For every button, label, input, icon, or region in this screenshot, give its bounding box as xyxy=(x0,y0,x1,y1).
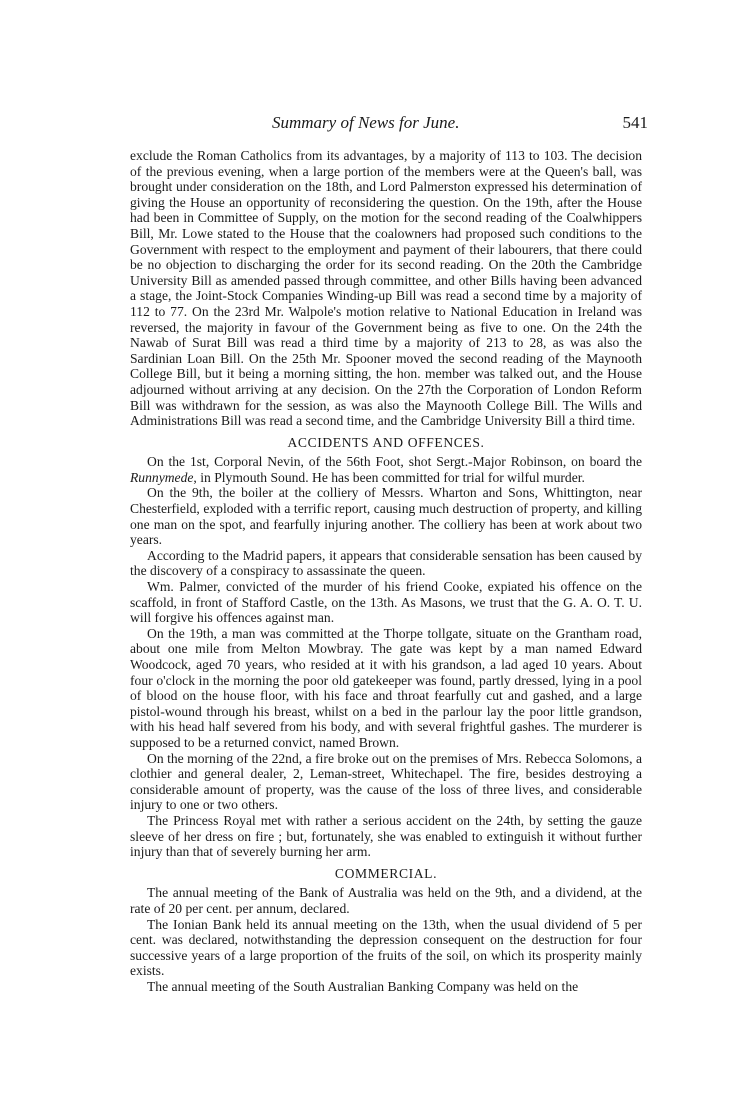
accident-paragraph-3: According to the Madrid papers, it appears that considerable sensation has been caused by the discovery of a conspiracy to assassinate the queen. xyxy=(130,547,642,579)
running-head xyxy=(128,113,648,137)
accident-paragraph-4: Wm. Palmer, convicted of the murder of his friend Cooke, expiated his offence on the scaffold, in front of Stafford Castle, on the 13th. As Masons, we trust that the G. A. O. T. U. will forgive his offences against man. xyxy=(130,579,642,626)
accident-p1-after: , in Plymouth Sound. He has been committed for trial for wilful murder. xyxy=(193,469,585,485)
accident-paragraph-6: On the morning of the 22nd, a fire broke out on the premises of Mrs. Rebecca Solomons, a clothier and general dealer, 2, Leman-street, Whitechapel. The fire, besides destroying a considerable amount of property, was the cause of the loss of three lives, and considerable injury to one or two others. xyxy=(130,750,642,813)
ship-name: Runnymede xyxy=(130,469,194,485)
commercial-paragraph-2: The Ionian Bank held its annual meeting on the 13th, when the usual dividend of 5 per cent. was declared, notwithstanding the depression consequent on the destruction for four successive years of a large proportion of the fruits of the soil, on which its prosperity mainly exists. xyxy=(130,916,642,979)
article-body xyxy=(130,148,642,994)
accident-paragraph-5: On the 19th, a man was committed at the Thorpe tollgate, situate on the Grantham road, about one mile from Melton Mowbray. The gate was kept by a man named Edward Woodcock, aged 70 years, who resided at it with his grandson, a lad aged 10 years. About four o'clock in the morning the poor old gatekeeper was found, partly dressed, lying in a pool of blood on the house floor, with his face and throat fearfully cut and gashed, and a large pistol-wound through his breast, whilst on a bed in the parlour lay the poor little grandson, with his head half severed from his body, and with several frightful gashes. The murderer is supposed to be a returned convict, named Brown. xyxy=(130,625,642,750)
accidents-heading: ACCIDENTS AND OFFENCES. xyxy=(287,434,485,450)
accident-paragraph-2: On the 9th, the boiler at the colliery of Messrs. Wharton and Sons, Whittington, near Chesterfield, exploded with a terrific report, causing much destruction of property, and killing one man on the spot, and fearfully injuring another. The colliery has been at work about two years. xyxy=(130,485,642,548)
running-title: Summary of News for June. xyxy=(272,113,460,132)
commercial-heading: COMMERCIAL. xyxy=(334,865,438,881)
accident-paragraph-1 xyxy=(130,454,642,485)
page-number: 541 xyxy=(622,113,648,132)
parliament-paragraph: exclude the Roman Catholics from its advantages, by a majority of 113 to 103. The decision of the previous evening, when a large portion of the members were at the Queen's ball, was brought under consideration on the 18th, and Lord Palmerston expressed his determination of giving the House an opportunity of reconsidering the question. On the 19th, after the House had been in Committee of Supply, on the motion for the second reading of the Coalwhippers Bill, Mr. Lowe stated to the House that the coalowners had proposed such conditions to the Government with respect to the employment and payment of their labourers, that there could be no objection to discharging the order for its second reading. On the 20th the Cambridge University Bill as amended passed through committee, and other Bills having been advanced a stage, the Joint-Stock Companies Winding-up Bill was read a second time by a majority of 112 to 77. On the 23rd Mr. Walpole's motion relative to National Education in Ireland was reversed, the majority in favour of the Government being as five to one. On the 24th the Nawab of Surat Bill was read a third time by a majority of 213 to 28, as was also the Sardinian Loan Bill. On the 25th Mr. Spooner moved the second reading of the Maynooth College Bill, but it being a morning sitting, the hon. member was talked out, and the House adjourned without arriving at any decision. On the 27th the Corporation of London Reform Bill was withdrawn for the session, as was also the Maynooth College Bill. The Wills and Administrations Bill was read a second time, and the Cambridge University Bill a third time. xyxy=(130,148,642,429)
accident-p1-before: On the 1st, Corporal Nevin, of the 56th Foot, shot Sergt.-Major Robinson, on board the xyxy=(147,454,642,470)
accident-paragraph-7: The Princess Royal met with rather a serious accident on the 24th, by setting the gauze sleeve of her dress on fire ; but, fortunately, she was enabled to extinguish it without further injury than that of severely burning her arm. xyxy=(130,812,642,860)
commercial-paragraph-1: The annual meeting of the Bank of Australia was held on the 9th, and a dividend, at the rate of 20 per cent. per annum, declared. xyxy=(130,885,642,916)
commercial-paragraph-3: The annual meeting of the South Australian Banking Company was held on the xyxy=(147,978,579,994)
